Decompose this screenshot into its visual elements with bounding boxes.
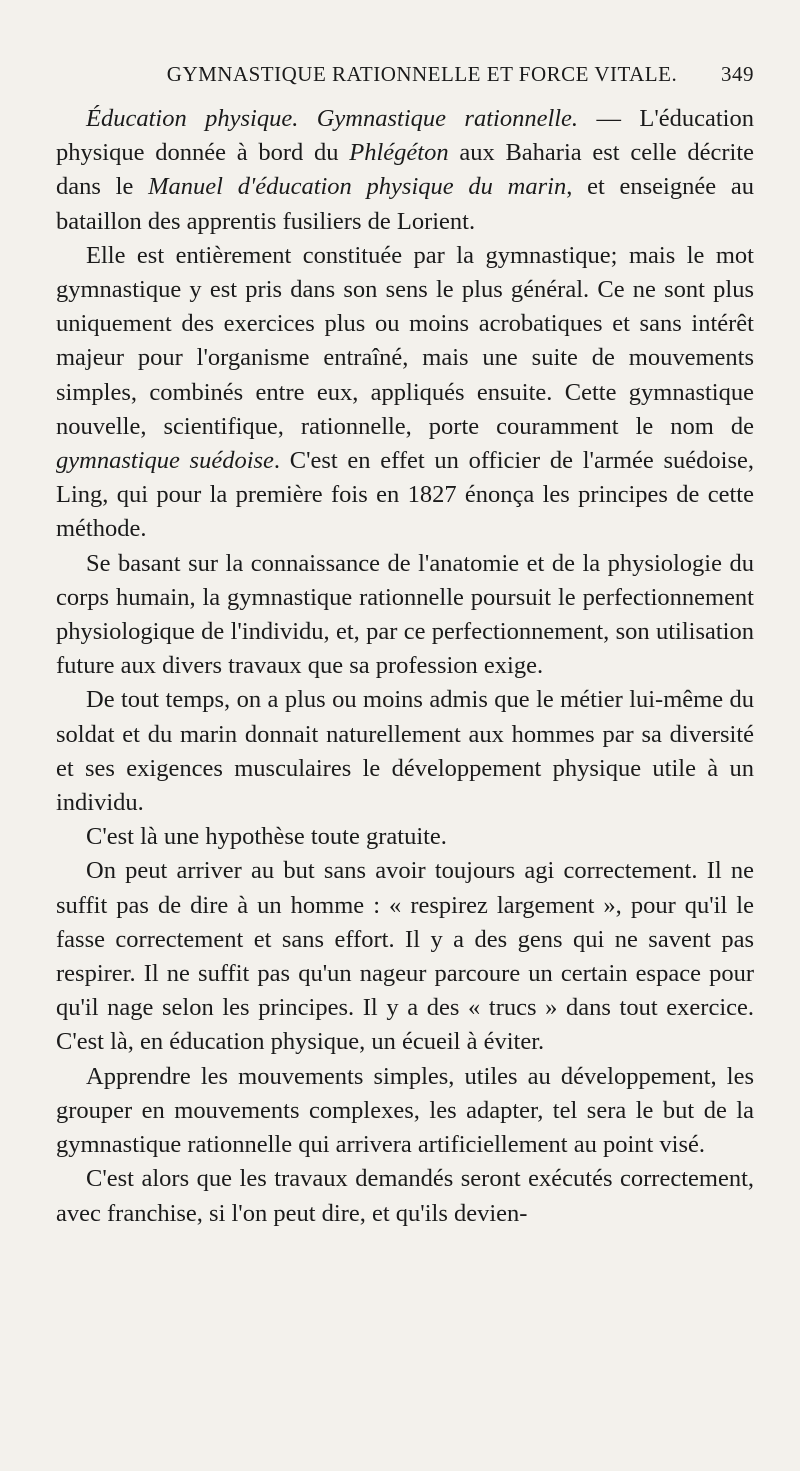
paragraph-1 bbox=[56, 102, 754, 239]
paragraph-5: C'est là une hypothèse toute gratuite. bbox=[86, 823, 447, 851]
text-run: , et enseignée au bataillon des apprentis fusiliers de Lorient. bbox=[56, 173, 754, 235]
body-text bbox=[56, 102, 754, 1231]
running-title: GYMNASTIQUE RATIONNELLE ET FORCE VITALE. bbox=[166, 62, 678, 86]
paragraph-7: Apprendre les mouvements simples, utiles au développement, les grouper en mouvements complexes, les adapter, tel sera le but de la gymnastique rationnelle qui arrivera artificiellement au point visé. bbox=[56, 1062, 754, 1159]
paragraph-2 bbox=[56, 239, 754, 547]
text-run: — L'éducation physique donnée à bord du bbox=[56, 105, 754, 167]
italic-term: gymnastique suédoise bbox=[56, 447, 274, 475]
running-head bbox=[56, 62, 754, 102]
paragraph-8: C'est alors que les travaux demandés seront exécutés correctement, avec franchise, si l'on peut dire, et qu'ils devien- bbox=[56, 1165, 754, 1227]
text-run: . C'est en effet un officier de l'armée suédoise, Ling, qui pour la première fois en 1827 énonça les principes de cette méthode. bbox=[56, 447, 754, 543]
page-number: 349 bbox=[721, 62, 754, 86]
text-run: aux Baharia est celle décrite dans le bbox=[56, 139, 755, 201]
paragraph-4: De tout temps, on a plus ou moins admis que le métier lui-même du soldat et du marin donnait naturellement aux hommes par sa diversité et ses exigences musculaires le développement physique utile à un individu. bbox=[56, 686, 754, 817]
manual-title: Manuel d'éducation physique du marin bbox=[148, 173, 567, 201]
paragraph-6: On peut arriver au but sans avoir toujours agi correctement. Il ne suffit pas de dire à un homme : « respirez largement », pour qu'il le fasse correctement et sans effort. Il y a des gens qui ne savent pas respirer. Il ne suffit pas qu'un nageur parcoure un certain espace pour qu'il nage selon les principes. Il y a des « trucs » dans tout exercice. C'est là, en éducation physique, un écueil à éviter. bbox=[56, 857, 754, 1056]
paragraph-3: Se basant sur la connaissance de l'anatomie et de la physiologie du corps humain, la gymnastique rationnelle poursuit le perfectionnement physiologique de l'individu, et, par ce perfectionnement, son utilisation future aux divers travaux que sa profession exige. bbox=[56, 549, 754, 680]
ship-name: Phlégéton bbox=[349, 139, 449, 167]
text-run: Elle est entièrement constituée par la gymnastique; mais le mot gymnastique y est pris dans son sens le plus général. Ce ne sont plus uniquement des exercices plus ou moins acrobatiques et sans intérêt majeur pour l'organisme entraîné, mais une suite de mouvements simples, combinés entre eux, appliqués ensuite. Cette gymnastique nouvelle, scientifique, rationnelle, porte couramment le nom de bbox=[56, 241, 754, 440]
section-heading: Éducation physique. Gymnastique rationnelle. bbox=[86, 105, 579, 132]
